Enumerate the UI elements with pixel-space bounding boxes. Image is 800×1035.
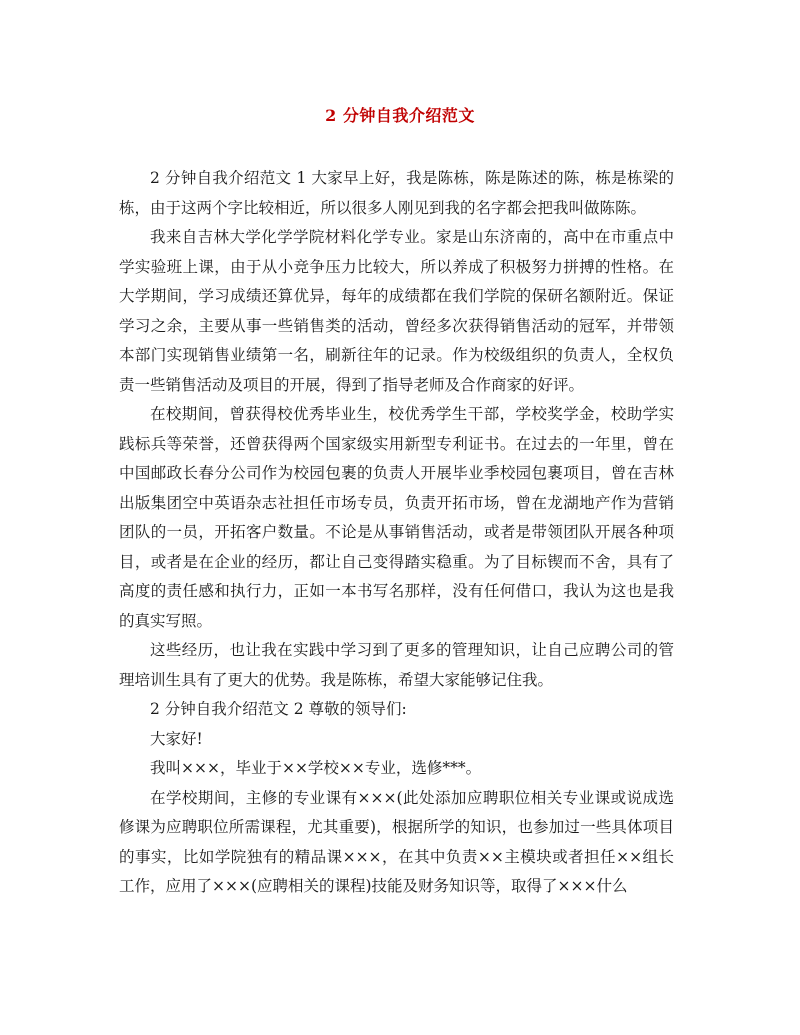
- paragraph: 这些经历，也让我在实践中学习到了更多的管理知识，让自己应聘公司的管理培训生具有了更大的优势。我是陈栋，希望大家能够记住我。: [119, 641, 674, 689]
- document-body: [119, 164, 674, 902]
- paragraph: 在校期间，曾获得校优秀毕业生，校优秀学生干部，学校奖学金，校助学实践标兵等荣誉，还曾获得两个国家级实用新型专利证书。在过去的一年里，曾在中国邮政长春分公司作为校园包裹的负责人开展毕业季校园包裹项目，曾在吉林出版集团空中英语杂志社担任市场专员，负责开拓市场，曾在龙湖地产作为营销团队的一员，开拓客户数量。不论是从事销售活动，或者是带领团队开展各种项目，或者是在企业的经历，都让自己变得踏实稳重。为了目标锲而不舍，具有了高度的责任感和执行力，正如一本书写名那样，没有任何借口，我认为这也是我的真实写照。: [119, 405, 674, 630]
- paragraph: 2 分钟自我介绍范文 2 尊敬的领导们:: [150, 700, 407, 718]
- paragraph: 我叫×××，毕业于××学校××专业，选修***。: [150, 759, 482, 777]
- paragraph: 在学校期间，主修的专业课有×××(此处添加应聘职位相关专业课或说成选修课为应聘职位所需课程，尤其重要)，根据所学的知识，也参加过一些具体项目的事实，比如学院独有的精品课×××，在其中负责××主模块或者担任××组长工作，应用了×××(应聘相关的课程)技能及财务知识等，取得了×××什么: [119, 788, 674, 895]
- paragraph: 2 分钟自我介绍范文 1 大家早上好，我是陈栋，陈是陈述的陈，栋是栋梁的栋，由于这两个字比较相近，所以很多人刚见到我的名字都会把我叫做陈陈。: [119, 169, 674, 217]
- document-title: 2 分钟自我介绍范文: [325, 106, 475, 125]
- paragraph: 大家好!: [150, 729, 203, 748]
- paragraph: 我来自吉林大学化学学院材料化学专业。家是山东济南的，高中在市重点中学实验班上课，由于从小竞争压力比较大，所以养成了积极努力拼搏的性格。在大学期间，学习成绩还算优异，每年的成绩都在我们学院的保研名额附近。保证学习之余，主要从事一些销售类的活动，曾经多次获得销售活动的冠军，并带领本部门实现销售业绩第一名，刷新往年的记录。作为校级组织的负责人，全权负责一些销售活动及项目的开展，得到了指导老师及合作商家的好评。: [119, 228, 674, 394]
